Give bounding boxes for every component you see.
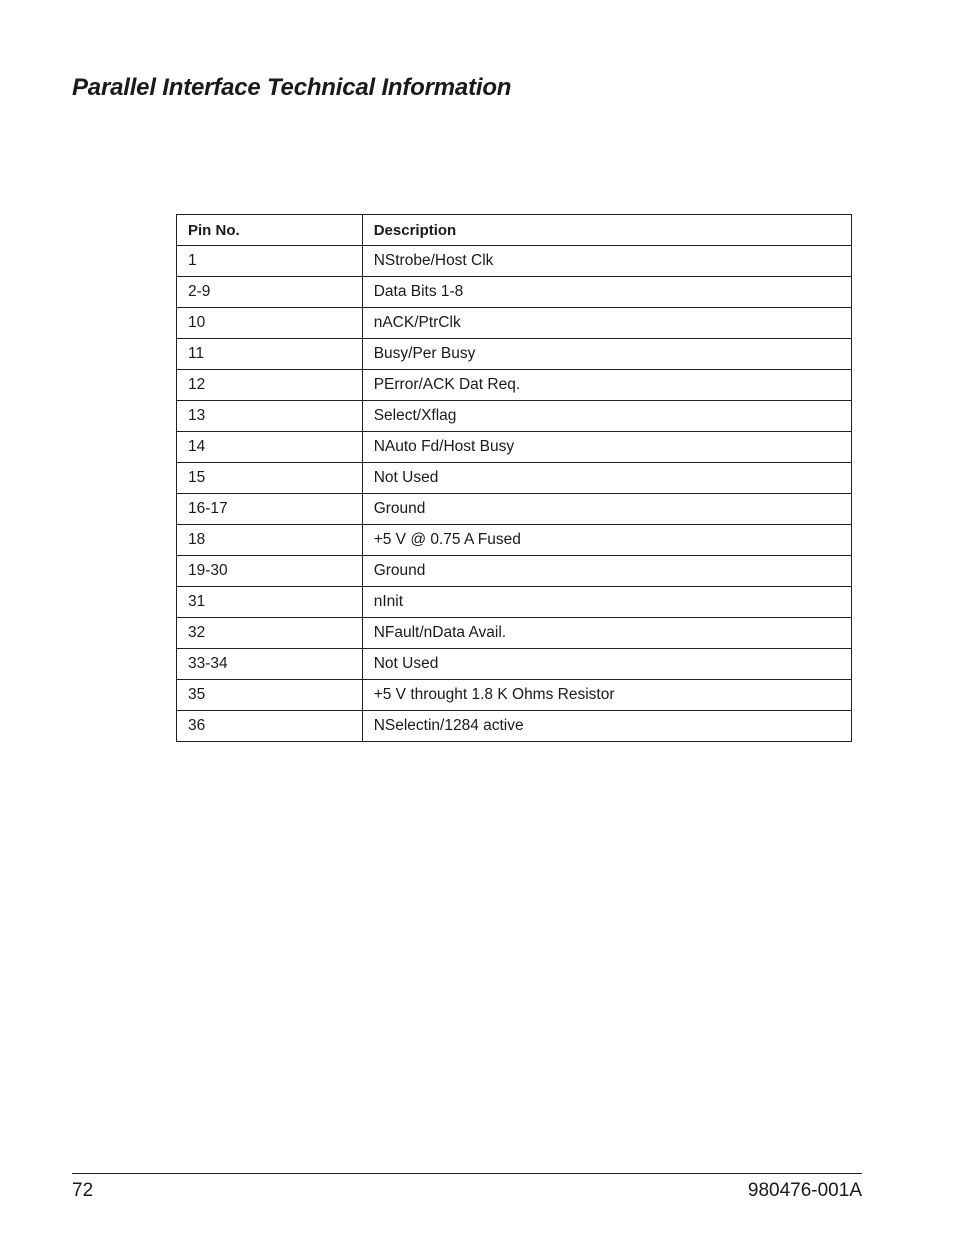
table-row	[177, 711, 852, 742]
pin-cell: 11	[177, 339, 363, 370]
description-cell: NFault/nData Avail.	[362, 618, 851, 649]
table-header-row	[177, 215, 852, 246]
table-row	[177, 370, 852, 401]
table-row	[177, 463, 852, 494]
pin-cell: 12	[177, 370, 363, 401]
table-row	[177, 494, 852, 525]
description-cell: Busy/Per Busy	[362, 339, 851, 370]
table-row	[177, 308, 852, 339]
table-row	[177, 401, 852, 432]
table-row	[177, 556, 852, 587]
pin-cell: 33-34	[177, 649, 363, 680]
pin-cell: 36	[177, 711, 363, 742]
table-row	[177, 680, 852, 711]
description-cell: Not Used	[362, 463, 851, 494]
pin-table	[176, 214, 852, 742]
pin-cell: 1	[177, 246, 363, 277]
description-cell: Ground	[362, 494, 851, 525]
column-header-description: Description	[362, 215, 851, 246]
description-cell: NSelectin/1284 active	[362, 711, 851, 742]
pin-cell: 14	[177, 432, 363, 463]
table-row	[177, 525, 852, 556]
pin-cell: 35	[177, 680, 363, 711]
table-row	[177, 246, 852, 277]
pin-cell: 2-9	[177, 277, 363, 308]
pin-cell: 16-17	[177, 494, 363, 525]
footer-divider	[72, 1173, 862, 1174]
description-cell: Select/Xflag	[362, 401, 851, 432]
pin-cell: 10	[177, 308, 363, 339]
description-cell: PError/ACK Dat Req.	[362, 370, 851, 401]
pin-cell: 18	[177, 525, 363, 556]
description-cell: +5 V throught 1.8 K Ohms Resistor	[362, 680, 851, 711]
description-cell: Data Bits 1-8	[362, 277, 851, 308]
pin-cell: 13	[177, 401, 363, 432]
pin-cell: 19-30	[177, 556, 363, 587]
column-header-pin: Pin No.	[177, 215, 363, 246]
pin-cell: 31	[177, 587, 363, 618]
description-cell: Ground	[362, 556, 851, 587]
table-row	[177, 618, 852, 649]
document-number: 980476-001A	[747, 1180, 862, 1201]
pin-cell: 15	[177, 463, 363, 494]
pin-cell: 32	[177, 618, 363, 649]
page-number: 72	[72, 1180, 94, 1201]
table-row	[177, 587, 852, 618]
description-cell: +5 V @ 0.75 A Fused	[362, 525, 851, 556]
description-cell: Not Used	[362, 649, 851, 680]
description-cell: NStrobe/Host Clk	[362, 246, 851, 277]
table-row	[177, 339, 852, 370]
page-title: Parallel Interface Technical Information	[72, 74, 512, 101]
description-cell: NAuto Fd/Host Busy	[362, 432, 851, 463]
description-cell: nACK/PtrClk	[362, 308, 851, 339]
table-row	[177, 649, 852, 680]
table-row	[177, 432, 852, 463]
description-cell: nInit	[362, 587, 851, 618]
table-row	[177, 277, 852, 308]
